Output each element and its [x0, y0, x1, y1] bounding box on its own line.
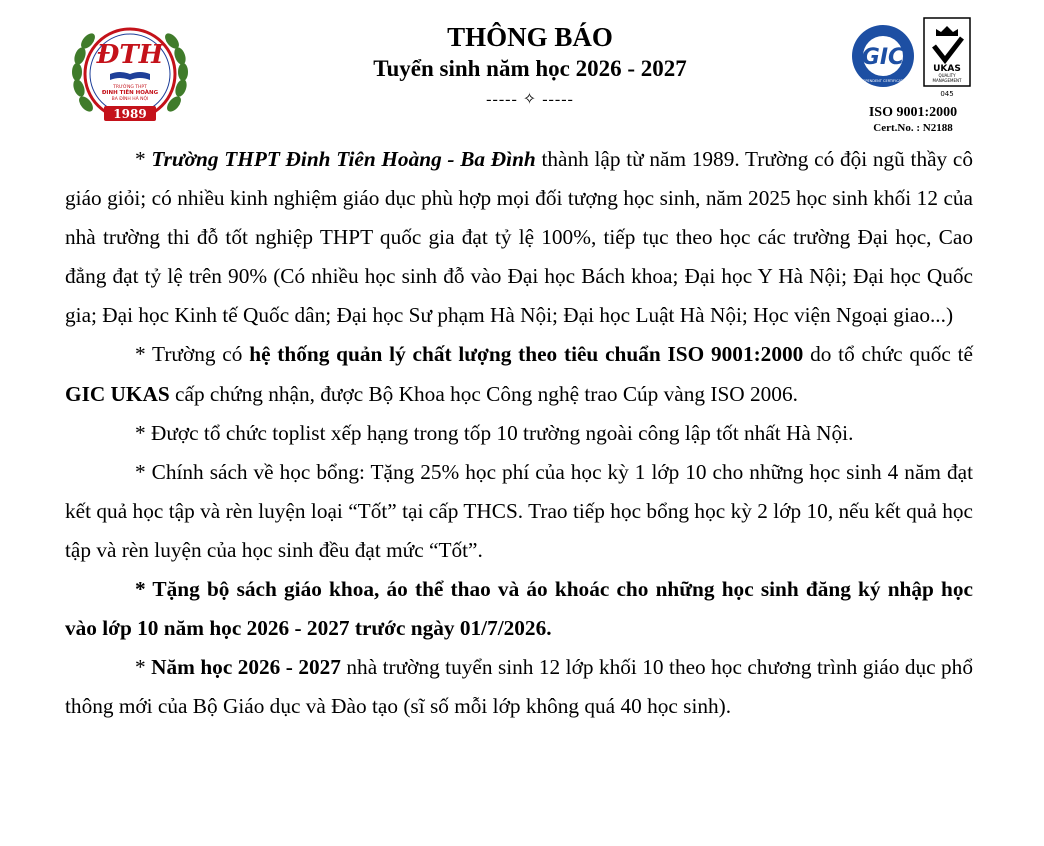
document-title: THÔNG BÁO	[447, 22, 613, 52]
gic-ring-top: GUARDIAN	[869, 21, 897, 27]
ukas-logo	[924, 18, 970, 98]
logo-top-text: TRƯỜNG THPT	[113, 85, 147, 90]
iso-info	[848, 104, 978, 135]
logo-year: 1989	[113, 107, 147, 121]
school-logo	[70, 18, 190, 130]
logo-monogram: ĐTH	[96, 40, 164, 70]
paragraph-iso: * Trường có hệ thống quản lý chất lượng theo tiêu chuẩn ISO 9001:2000 do tổ chức quốc tế GIC UKAS cấp chứng nhận, được Bộ Khoa học Công nghệ trao Cúp vàng ISO 2006.	[65, 342, 973, 406]
paragraph-gifts: * Tặng bộ sách giáo khoa, áo thể thao và áo khoác cho những học sinh đăng ký nhập học vào lớp 10 năm học 2026 - 2027 trước ngày 01/7/2026.	[65, 577, 973, 641]
school-name: Trường THPT Đinh Tiên Hoàng - Ba Đình	[151, 147, 536, 171]
certification-logos	[850, 16, 974, 100]
paragraph-ranking: * Được tổ chức toplist xếp hạng trong tốp 10 trường ngoài công lập tốt nhất Hà Nội.	[135, 420, 854, 445]
document-subtitle: Tuyển sinh năm học 2026 - 2027	[373, 56, 687, 81]
gic-ring-bottom: INDEPENDENT CERTIFICATION	[856, 79, 910, 83]
logo-name-line2: BA ĐÌNH HÀ NỘI	[111, 97, 149, 102]
ukas-number: 045	[940, 90, 954, 98]
document-header	[230, 20, 830, 110]
paragraph-scholarship: * Chính sách về học bổng: Tặng 25% học phí của học kỳ 1 lớp 10 cho những học sinh 4 năm đạt kết quả học tập và rèn luyện loại “Tốt” tại cấp THCS. Trao tiếp học bổng học kỳ 2 lớp 10, nếu kết quả học tập và rèn luyện của học sinh đều đạt mức “Tốt”.	[65, 459, 973, 562]
paragraph-enrollment: * Năm học 2026 - 2027 nhà trường tuyển sinh 12 lớp khối 10 theo học chương trình giáo dục phổ thông mới của Bộ Giáo dục và Đào tạo (sĩ số mỗi lớp không quá 40 học sinh).	[65, 655, 973, 719]
cert-number: Cert.No. : N2188	[873, 122, 953, 134]
announcement-body	[65, 140, 973, 726]
iso-standard: ISO 9001:2000	[868, 105, 958, 120]
gic-logo	[852, 21, 914, 87]
ukas-sub2: MANAGEMENT	[932, 78, 962, 83]
logo-name-line1: ĐINH TIÊN HOÀNG	[101, 90, 159, 96]
ukas-sub1: QUALITY	[938, 73, 956, 78]
paragraph-history: * Trường THPT Đinh Tiên Hoàng - Ba Đình thành lập từ năm 1989. Trường có đội ngũ thầy cô giáo giỏi; có nhiều kinh nghiệm giáo dục phù hợp mọi đối tượng học sinh, năm 2025 học sinh khối 12 của nhà trường thi đỗ tốt nghiệp THPT quốc gia đạt tỷ lệ 100%, tiếp tục theo học các trường Đại học, Cao đẳng đạt tỷ lệ trên 90% (Có nhiều học sinh đỗ vào Đại học Bách khoa; Đại học Y Hà Nội; Đại học Quốc gia; Đại học Kinh tế Quốc dân; Đại học Sư phạm Hà Nội; Đại học Luật Hà Nội; Học viện Ngoại giao...)	[65, 147, 973, 328]
ukas-label: UKAS	[933, 64, 961, 74]
gic-letters: GIC	[861, 45, 905, 70]
header-divider: ----- ✧ -----	[486, 91, 574, 108]
